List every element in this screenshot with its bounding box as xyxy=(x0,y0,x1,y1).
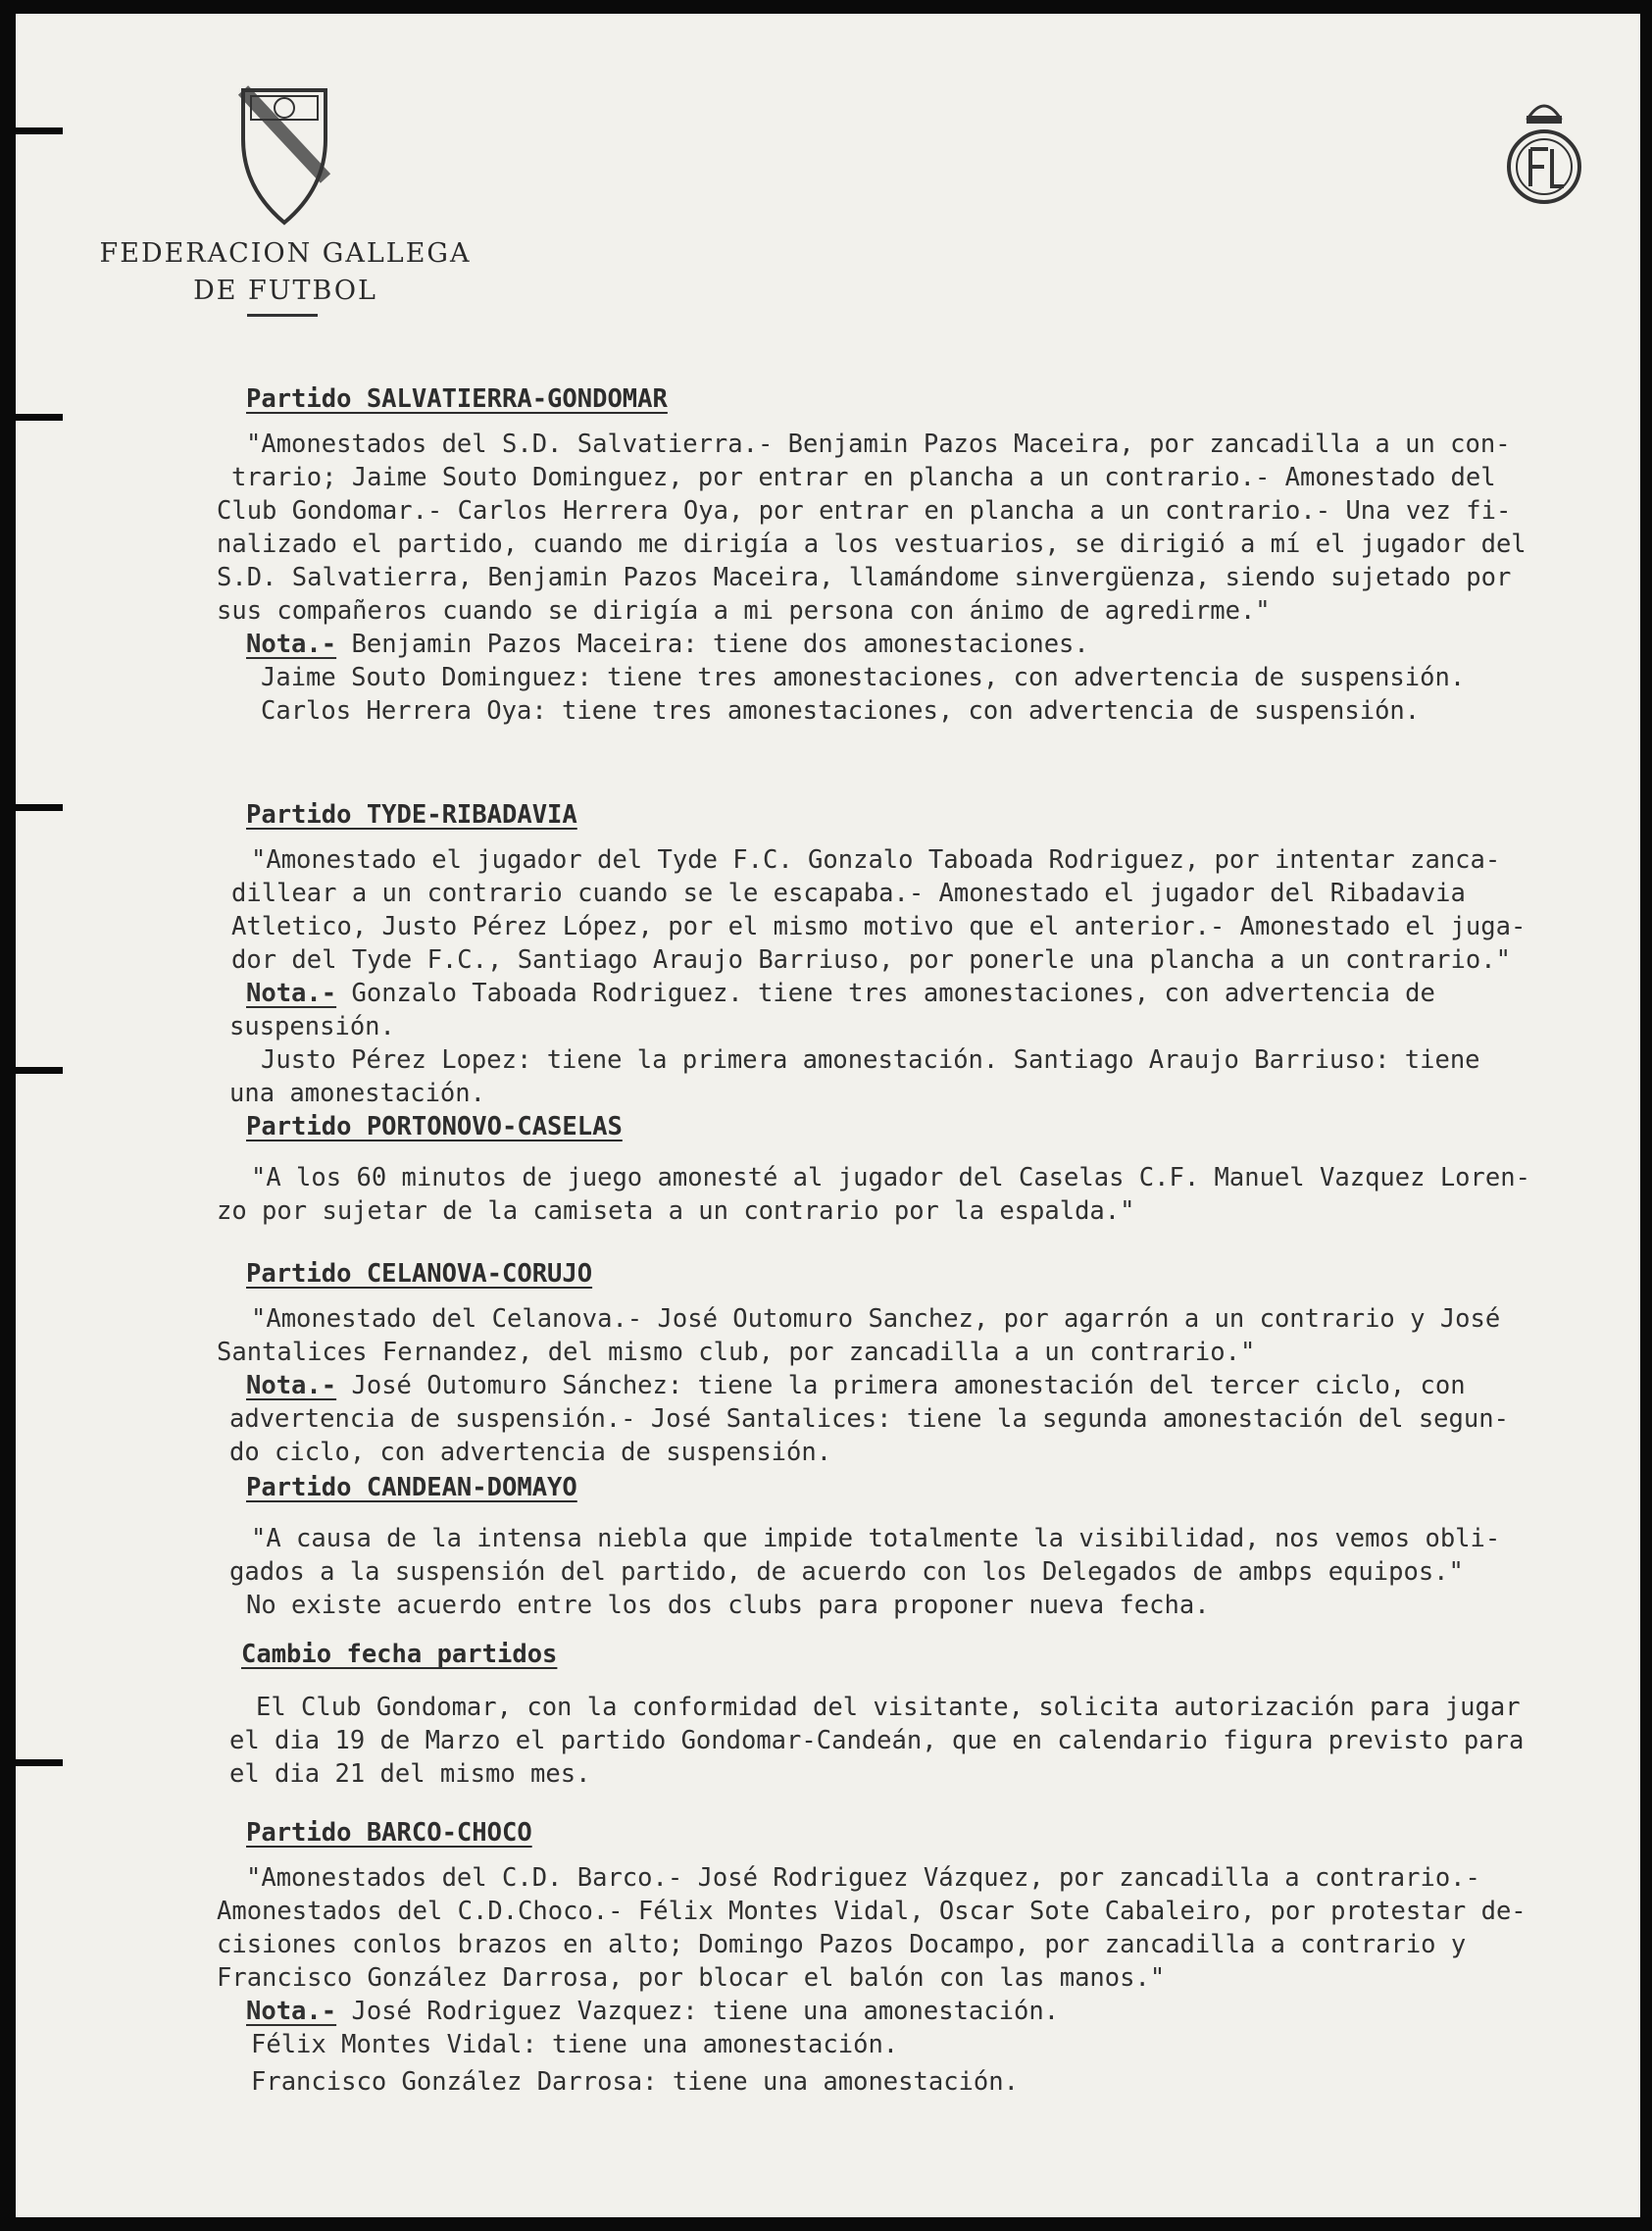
text-line: suspensión. xyxy=(229,1012,395,1041)
text-line: do ciclo, con advertencia de suspensión. xyxy=(229,1438,832,1467)
section-heading: Partido BARCO-CHOCO xyxy=(246,1818,532,1848)
text-line: nalizado el partido, cuando me dirigía a los vestuarios, se dirigió a mí el jugador del xyxy=(217,530,1527,559)
nota-text: Gonzalo Taboada Rodriguez. tiene tres amonestaciones, con advertencia de xyxy=(351,979,1435,1008)
text-line: "A los 60 minutos de juego amonesté al jugador del Caselas C.F. Manuel Vazquez Loren- xyxy=(251,1163,1530,1192)
text-line: Santalices Fernandez, del mismo club, por zancadilla a un contrario." xyxy=(217,1338,1256,1367)
text-line: sus compañeros cuando se dirigía a mi persona con ánimo de agredirme." xyxy=(217,596,1271,626)
section-heading: Partido SALVATIERRA-GONDOMAR xyxy=(246,384,668,414)
text-line: dor del Tyde F.C., Santiago Araujo Barriuso, por ponerle una plancha a un contrario." xyxy=(231,945,1511,975)
section-heading: Partido PORTONOVO-CASELAS xyxy=(246,1112,623,1141)
text-line: Francisco González Darrosa: tiene una amonestación. xyxy=(251,2067,1019,2097)
text-line: Félix Montes Vidal: tiene una amonestación. xyxy=(251,2030,899,2059)
text-line: "A causa de la intensa niebla que impide totalmente la visibilidad, nos vemos obli- xyxy=(251,1524,1501,1553)
text-line: "Amonestados del S.D. Salvatierra.- Benjamin Pazos Maceira, por zancadilla a un con- xyxy=(246,430,1511,459)
text-line: "Amonestado del Celanova.- José Outomuro Sanchez, por agarrón a un contrario y José xyxy=(251,1304,1501,1334)
nota-line xyxy=(246,979,1435,1008)
text-line: cisiones conlos brazos en alto; Domingo Pazos Docampo, por zancadilla a contrario y xyxy=(217,1930,1467,1959)
text-line: dillear a un contrario cuando se le escapaba.- Amonestado el jugador del Ribadavia xyxy=(231,879,1466,908)
nota-label: Nota.- xyxy=(246,1371,337,1400)
text-line: Francisco González Darrosa, por blocar el balón con las manos." xyxy=(217,1963,1166,1993)
document-body xyxy=(16,14,1640,2217)
section-heading: Partido CANDEAN-DOMAYO xyxy=(246,1473,577,1502)
nota-text: José Outomuro Sánchez: tiene la primera amonestación del tercer ciclo, con xyxy=(351,1371,1466,1400)
nota-text: Benjamin Pazos Maceira: tiene dos amonestaciones. xyxy=(351,630,1089,659)
federation-name-line2: DE FUTBOL xyxy=(193,276,377,306)
text-line: S.D. Salvatierra, Benjamin Pazos Maceira, llamándome sinvergüenza, siendo sujetado por xyxy=(217,563,1512,592)
section-heading: Cambio fecha partidos xyxy=(241,1640,558,1669)
text-line: el dia 19 de Marzo el partido Gondomar-Candeán, que en calendario figura previsto para xyxy=(229,1726,1525,1755)
text-line: No existe acuerdo entre los dos clubs para proponer nueva fecha. xyxy=(246,1591,1210,1620)
section-heading: Partido TYDE-RIBADAVIA xyxy=(246,800,577,830)
nota-text: José Rodriguez Vazquez: tiene una amonestación. xyxy=(351,1997,1060,2026)
nota-line xyxy=(246,1997,1059,2026)
federation-name-line1: FEDERACION GALLEGA xyxy=(99,238,472,269)
text-line: advertencia de suspensión.- José Santalices: tiene la segunda amonestación del segun- xyxy=(229,1404,1509,1434)
document-page xyxy=(16,14,1640,2217)
text-line: zo por sujetar de la camiseta a un contrario por la espalda." xyxy=(217,1196,1135,1226)
nota-line xyxy=(246,630,1089,659)
text-line: Jaime Souto Dominguez: tiene tres amonestaciones, con advertencia de suspensión. xyxy=(261,663,1466,692)
text-line: Atletico, Justo Pérez López, por el mismo motivo que el anterior.- Amonestado el juga- xyxy=(231,912,1527,941)
text-line: trario; Jaime Souto Dominguez, por entrar en plancha a un contrario.- Amonestado del xyxy=(231,463,1496,492)
nota-line xyxy=(246,1371,1466,1400)
text-line: Amonestados del C.D.Choco.- Félix Montes Vidal, Oscar Sote Cabaleiro, por protestar de- xyxy=(217,1897,1527,1926)
text-line: Justo Pérez Lopez: tiene la primera amonestación. Santiago Araujo Barriuso: tiene xyxy=(261,1045,1480,1075)
nota-label: Nota.- xyxy=(246,630,337,659)
text-line: el dia 21 del mismo mes. xyxy=(229,1759,591,1789)
section-heading: Partido CELANOVA-CORUJO xyxy=(246,1259,593,1289)
text-line: gados a la suspensión del partido, de acuerdo con los Delegados de ambps equipos." xyxy=(229,1557,1464,1587)
text-line: "Amonestados del C.D. Barco.- José Rodriguez Vázquez, por zancadilla a contrario.- xyxy=(246,1863,1480,1893)
text-line: una amonestación. xyxy=(229,1079,485,1108)
text-line: Carlos Herrera Oya: tiene tres amonestaciones, con advertencia de suspensión. xyxy=(261,696,1421,726)
nota-label: Nota.- xyxy=(246,979,337,1008)
text-line: "Amonestado el jugador del Tyde F.C. Gonzalo Taboada Rodriguez, por intentar zanca- xyxy=(251,845,1501,875)
text-line: Club Gondomar.- Carlos Herrera Oya, por entrar en plancha a un contrario.- Una vez fi- xyxy=(217,496,1512,526)
text-line: El Club Gondomar, con la conformidad del visitante, solicita autorización para jugar xyxy=(256,1693,1521,1722)
nota-label: Nota.- xyxy=(246,1997,337,2026)
